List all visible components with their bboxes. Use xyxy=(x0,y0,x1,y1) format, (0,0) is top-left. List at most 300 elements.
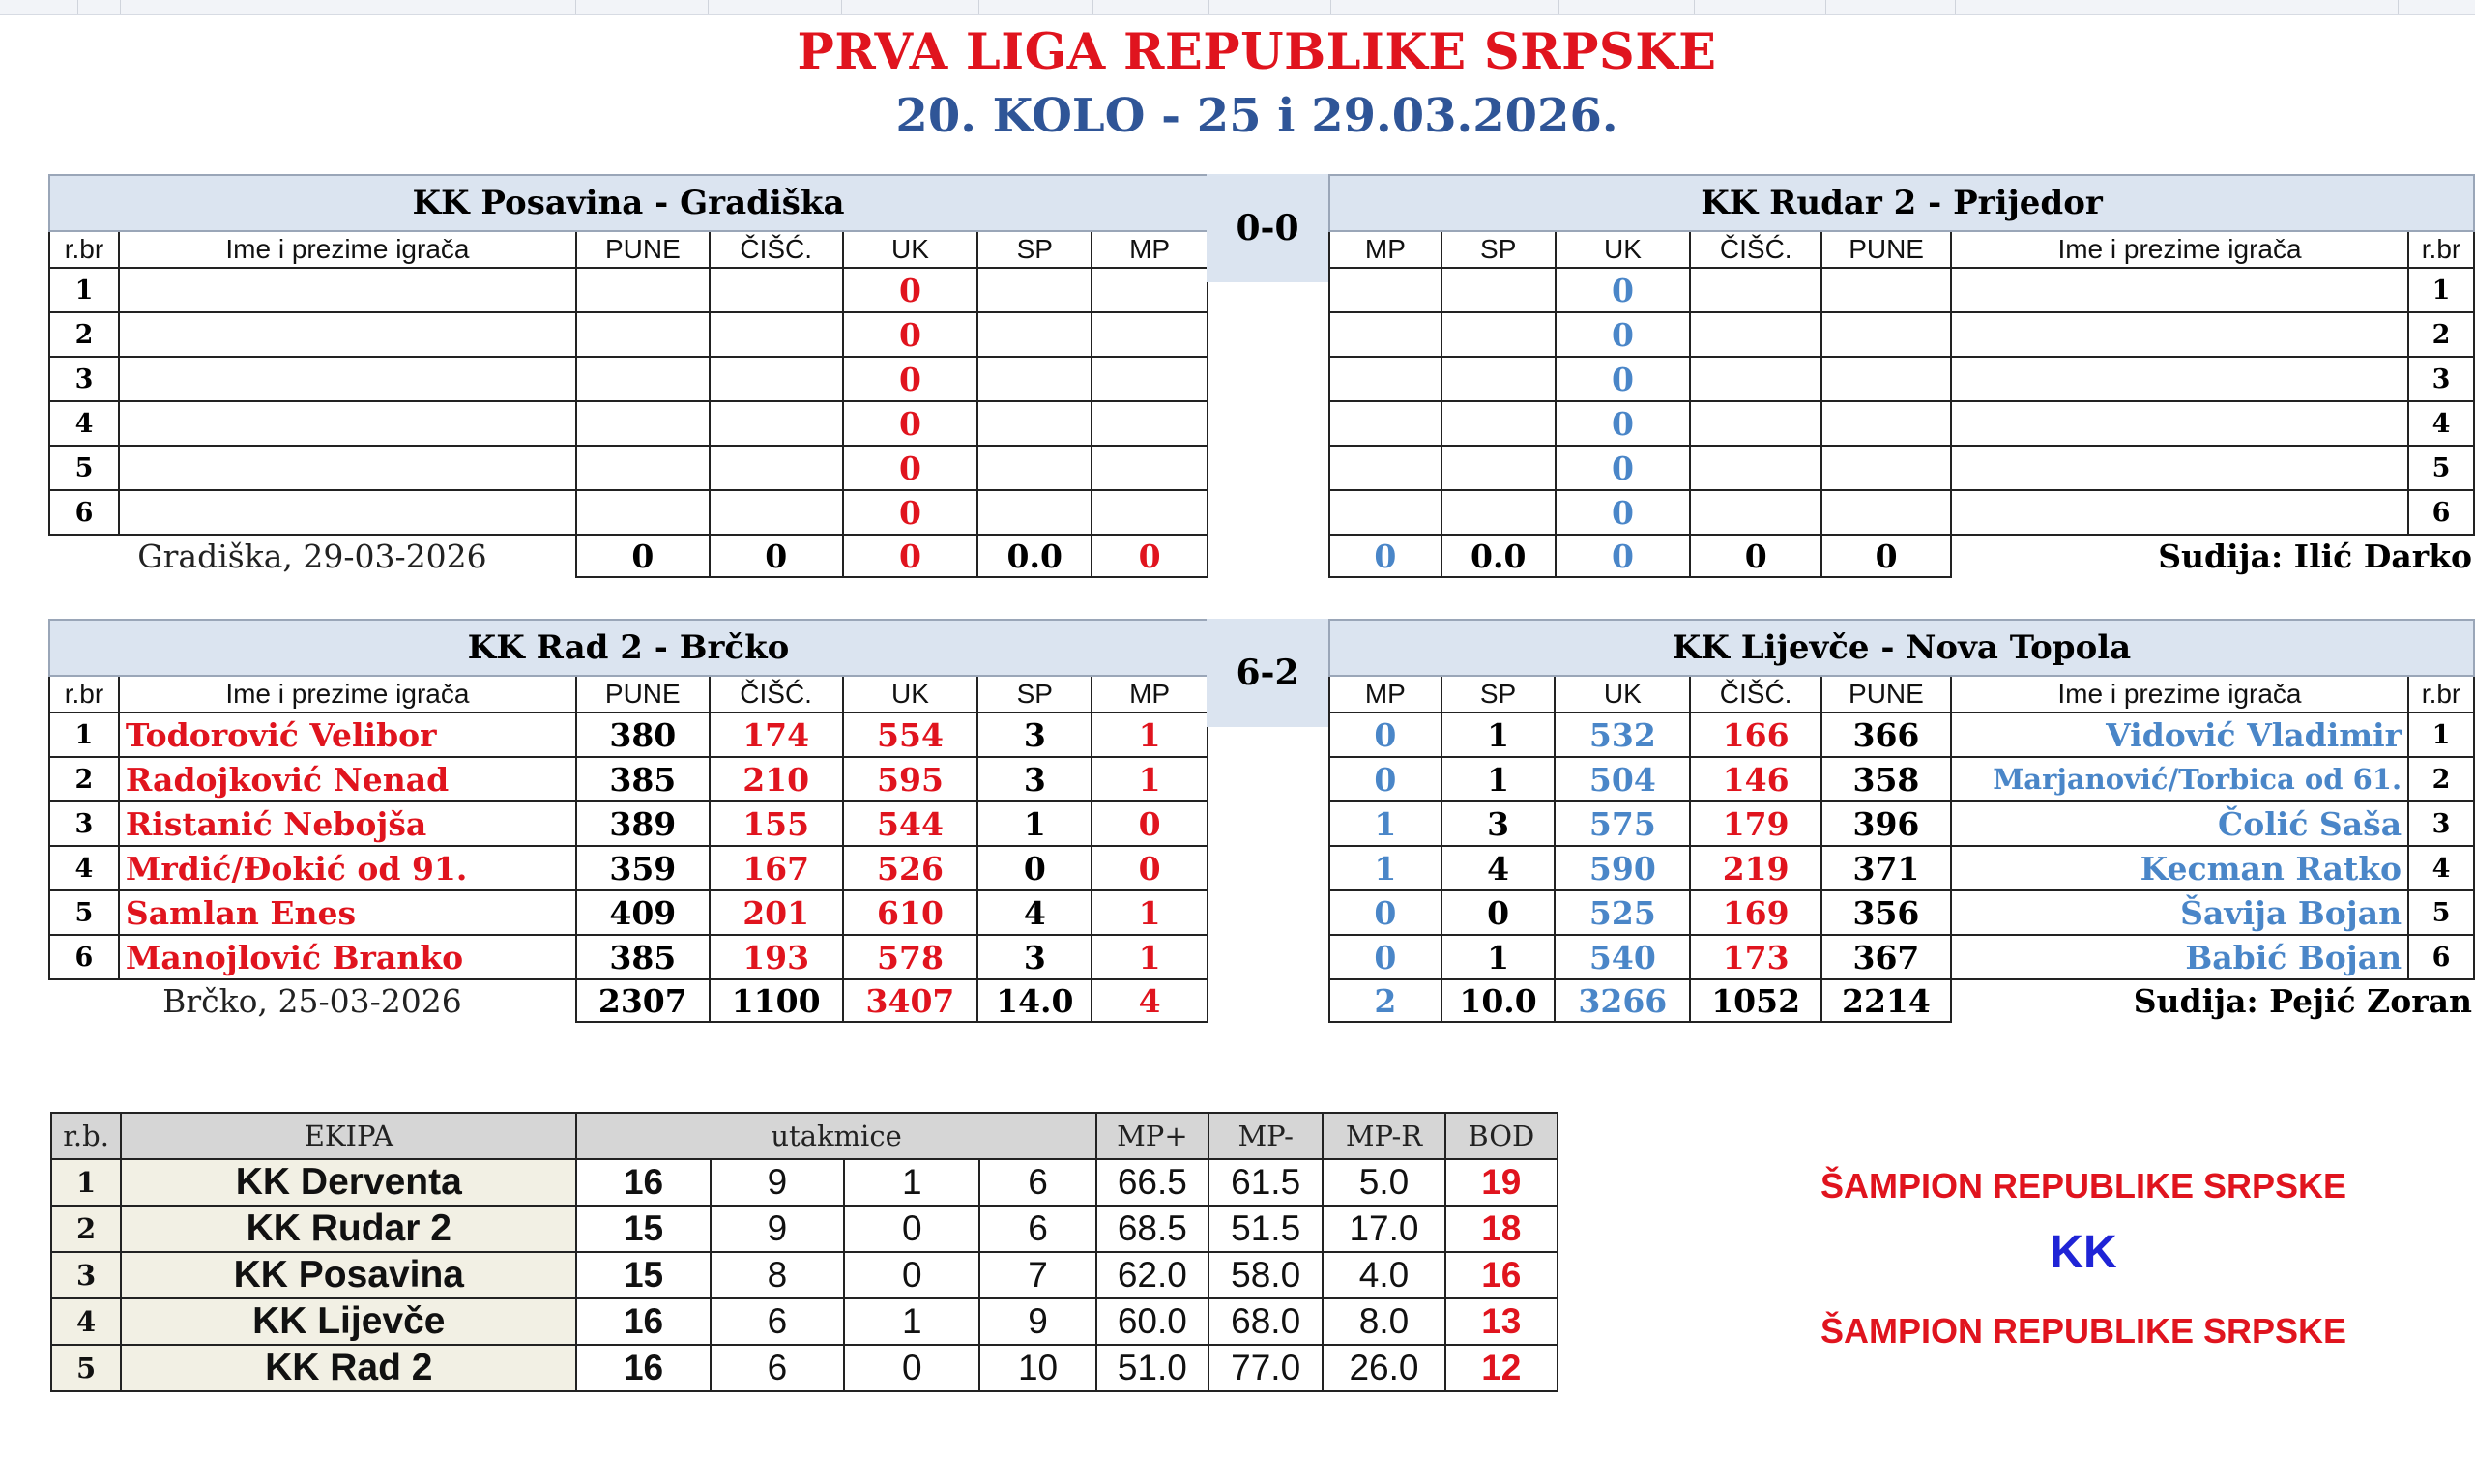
cisc-cell: 193 xyxy=(710,935,843,979)
mp-r: 8.0 xyxy=(1323,1298,1444,1345)
pune-cell: 359 xyxy=(576,846,710,890)
col-cisc: ČIŠĆ. xyxy=(1690,231,1821,268)
uk-cell: 0 xyxy=(843,268,978,312)
uk-cell: 0 xyxy=(843,401,978,446)
col-uk: UK xyxy=(843,676,978,713)
cisc-cell xyxy=(1690,401,1821,446)
sp-cell xyxy=(1441,490,1556,535)
mp-cell: 1 xyxy=(1329,801,1441,846)
player-name xyxy=(119,312,576,357)
rbr-cell: 4 xyxy=(2408,846,2474,890)
sp-cell xyxy=(1441,401,1556,446)
player-name: Marjanović/Torbica od 61. xyxy=(1951,757,2408,801)
uk-cell: 0 xyxy=(1556,268,1691,312)
player-name xyxy=(1951,357,2408,401)
total-uk: 0 xyxy=(843,535,978,577)
player-name: Vidović Vladimir xyxy=(1951,713,2408,757)
pune-cell: 367 xyxy=(1821,935,1951,979)
cisc-cell xyxy=(1690,268,1821,312)
mp-plus: 51.0 xyxy=(1096,1345,1208,1391)
rbr-cell: 1 xyxy=(49,268,119,312)
uk-cell: 0 xyxy=(1556,357,1691,401)
cisc-cell xyxy=(710,401,843,446)
total-pune: 0 xyxy=(576,535,710,577)
table-row xyxy=(49,401,1208,446)
match1-score: 0-0 xyxy=(1207,174,1328,282)
table-row xyxy=(1329,401,2474,446)
pune-cell xyxy=(1821,446,1951,490)
uk-cell: 554 xyxy=(843,713,978,757)
player-name xyxy=(1951,312,2408,357)
total-sp: 14.0 xyxy=(977,979,1092,1022)
total-sp: 0.0 xyxy=(1441,535,1556,577)
pune-cell: 385 xyxy=(576,935,710,979)
match2-home-table xyxy=(48,619,1208,1023)
pune-cell xyxy=(1821,268,1951,312)
player-name: Babić Bojan xyxy=(1951,935,2408,979)
uk-cell: 0 xyxy=(1556,401,1691,446)
standings-table xyxy=(50,1112,1558,1392)
mp-cell xyxy=(1329,268,1441,312)
rbr-cell: 6 xyxy=(2408,935,2474,979)
wins: 6 xyxy=(711,1298,844,1345)
cisc-cell: 166 xyxy=(1690,713,1821,757)
draws: 0 xyxy=(844,1252,979,1298)
pune-cell: 356 xyxy=(1821,890,1951,935)
col-name: Ime i prezime igrača xyxy=(1951,676,2408,713)
mp-cell: 1 xyxy=(1329,846,1441,890)
match2-home-team: KK Rad 2 - Brčko xyxy=(49,620,1208,676)
wins: 8 xyxy=(711,1252,844,1298)
sp-cell xyxy=(977,490,1092,535)
cisc-cell xyxy=(710,357,843,401)
sp-cell xyxy=(977,312,1092,357)
sp-cell: 1 xyxy=(1441,935,1556,979)
col-sp: SP xyxy=(1441,676,1556,713)
rbr-cell: 5 xyxy=(2408,446,2474,490)
sp-cell: 3 xyxy=(1441,801,1556,846)
uk-cell: 590 xyxy=(1555,846,1690,890)
rbr-cell: 3 xyxy=(49,801,119,846)
mp-cell xyxy=(1092,357,1208,401)
cisc-cell: 169 xyxy=(1690,890,1821,935)
total-sp: 0.0 xyxy=(977,535,1092,577)
mp-cell: 0 xyxy=(1092,801,1208,846)
rbr-cell: 6 xyxy=(49,935,119,979)
pune-cell xyxy=(576,312,710,357)
rbr-cell: 6 xyxy=(49,490,119,535)
total-cisc: 1052 xyxy=(1690,979,1821,1022)
mp-minus: 77.0 xyxy=(1208,1345,1323,1391)
rbr-cell: 5 xyxy=(49,446,119,490)
rbr-cell: 6 xyxy=(2408,490,2474,535)
mp-cell xyxy=(1329,357,1441,401)
uk-cell: 532 xyxy=(1555,713,1690,757)
player-name: Kecman Ratko xyxy=(1951,846,2408,890)
cisc-cell xyxy=(710,490,843,535)
uk-cell: 575 xyxy=(1555,801,1690,846)
rbr-cell: 5 xyxy=(2408,890,2474,935)
pune-cell xyxy=(1821,490,1951,535)
rank: 4 xyxy=(51,1298,121,1345)
sp-cell: 4 xyxy=(977,890,1092,935)
team-name: KK Lijevče xyxy=(121,1298,576,1345)
table-row xyxy=(1329,357,2474,401)
match1-away-table xyxy=(1328,174,2475,578)
cisc-cell xyxy=(1690,446,1821,490)
player-name xyxy=(119,357,576,401)
rank: 2 xyxy=(51,1206,121,1252)
mp-cell xyxy=(1092,268,1208,312)
spreadsheet-top-strip xyxy=(0,0,2475,15)
sp-cell xyxy=(1441,446,1556,490)
col-rbr: r.br xyxy=(49,676,119,713)
draws: 0 xyxy=(844,1345,979,1391)
col-pune: PUNE xyxy=(1821,231,1951,268)
pune-cell: 366 xyxy=(1821,713,1951,757)
sp-cell: 3 xyxy=(977,935,1092,979)
table-row xyxy=(49,846,1208,890)
mp-minus: 61.5 xyxy=(1208,1159,1323,1206)
pune-cell: 396 xyxy=(1821,801,1951,846)
pune-cell: 389 xyxy=(576,801,710,846)
wins: 9 xyxy=(711,1206,844,1252)
table-row xyxy=(49,446,1208,490)
rbr-cell: 1 xyxy=(2408,268,2474,312)
mp-cell: 0 xyxy=(1092,846,1208,890)
sp-cell xyxy=(1441,357,1556,401)
col-sp: SP xyxy=(1441,231,1556,268)
player-name xyxy=(119,446,576,490)
mp-minus: 68.0 xyxy=(1208,1298,1323,1345)
total-uk: 3407 xyxy=(843,979,978,1022)
cisc-cell: 173 xyxy=(1690,935,1821,979)
match2-away-table xyxy=(1328,619,2475,1023)
cisc-cell: 146 xyxy=(1690,757,1821,801)
pune-cell: 358 xyxy=(1821,757,1951,801)
total-pune: 0 xyxy=(1821,535,1951,577)
mp-cell xyxy=(1092,490,1208,535)
sp-cell: 0 xyxy=(1441,890,1556,935)
sp-cell xyxy=(1441,312,1556,357)
player-name xyxy=(1951,401,2408,446)
referee: Sudija: Ilić Darko xyxy=(2158,538,2472,575)
wins: 6 xyxy=(711,1345,844,1391)
cisc-cell: 174 xyxy=(710,713,843,757)
table-row xyxy=(49,890,1208,935)
standings-row xyxy=(51,1252,1558,1298)
player-name: Todorović Velibor xyxy=(119,713,576,757)
rbr-cell: 3 xyxy=(2408,801,2474,846)
col-sp: SP xyxy=(977,231,1092,268)
losses: 6 xyxy=(979,1159,1095,1206)
rbr-cell: 3 xyxy=(2408,357,2474,401)
uk-cell: 595 xyxy=(843,757,978,801)
rbr-cell: 1 xyxy=(2408,713,2474,757)
mp-plus: 62.0 xyxy=(1096,1252,1208,1298)
table-row xyxy=(1329,801,2474,846)
uk-cell: 0 xyxy=(1556,312,1691,357)
match2-score: 6-2 xyxy=(1207,619,1328,727)
total-mp: 0 xyxy=(1329,535,1441,577)
rbr-cell: 2 xyxy=(49,312,119,357)
sp-cell xyxy=(977,401,1092,446)
mp-cell: 0 xyxy=(1329,757,1441,801)
standings-row xyxy=(51,1206,1558,1252)
table-row xyxy=(1329,935,2474,979)
pune-cell: 385 xyxy=(576,757,710,801)
sp-cell: 1 xyxy=(1441,713,1556,757)
cisc-cell: 179 xyxy=(1690,801,1821,846)
total-uk: 3266 xyxy=(1555,979,1690,1022)
player-name: Mrdić/Đokić od 91. xyxy=(119,846,576,890)
total-pune: 2307 xyxy=(576,979,710,1022)
champion-line-2: ŠAMPION REPUBLIKE SRPSKE xyxy=(1820,1311,2347,1351)
sp-cell xyxy=(977,357,1092,401)
col-sp: SP xyxy=(977,676,1092,713)
table-row xyxy=(1329,757,2474,801)
col-pune: PUNE xyxy=(576,231,710,268)
sp-cell: 1 xyxy=(1441,757,1556,801)
cisc-cell xyxy=(710,268,843,312)
mp-cell: 1 xyxy=(1092,757,1208,801)
col-cisc: ČIŠĆ. xyxy=(1690,676,1821,713)
player-name xyxy=(119,401,576,446)
pune-cell xyxy=(1821,401,1951,446)
table-row xyxy=(1329,490,2474,535)
played: 15 xyxy=(576,1206,710,1252)
played: 15 xyxy=(576,1252,710,1298)
rbr-cell: 4 xyxy=(2408,401,2474,446)
mp-r: 4.0 xyxy=(1323,1252,1444,1298)
mp-plus: 66.5 xyxy=(1096,1159,1208,1206)
draws: 0 xyxy=(844,1206,979,1252)
col-pune: PUNE xyxy=(576,676,710,713)
mp-cell xyxy=(1329,312,1441,357)
table-row xyxy=(1329,268,2474,312)
cisc-cell xyxy=(1690,312,1821,357)
mp-cell: 1 xyxy=(1092,935,1208,979)
table-row xyxy=(49,757,1208,801)
table-row xyxy=(1329,713,2474,757)
pune-cell xyxy=(576,446,710,490)
sp-cell xyxy=(977,446,1092,490)
mp-cell xyxy=(1092,312,1208,357)
uk-cell: 526 xyxy=(843,846,978,890)
losses: 10 xyxy=(979,1345,1095,1391)
sp-cell xyxy=(977,268,1092,312)
mp-minus: 51.5 xyxy=(1208,1206,1323,1252)
rank: 3 xyxy=(51,1252,121,1298)
mp-cell: 0 xyxy=(1329,890,1441,935)
draws: 1 xyxy=(844,1298,979,1345)
col-mp: MP xyxy=(1092,231,1208,268)
points: 19 xyxy=(1445,1159,1558,1206)
team-name: KK Derventa xyxy=(121,1159,576,1206)
col-mp-plus: MP+ xyxy=(1096,1113,1208,1159)
table-row xyxy=(49,268,1208,312)
mp-cell: 1 xyxy=(1092,713,1208,757)
col-name: Ime i prezime igrača xyxy=(1951,231,2408,268)
match1-home-table xyxy=(48,174,1208,578)
rbr-cell: 4 xyxy=(49,846,119,890)
page-subtitle: 20. KOLO - 25 i 29.03.2026. xyxy=(895,89,1618,143)
mp-plus: 60.0 xyxy=(1096,1298,1208,1345)
col-rb: r.b. xyxy=(51,1113,121,1159)
player-name: Manojlović Branko xyxy=(119,935,576,979)
table-row xyxy=(1329,890,2474,935)
mp-cell xyxy=(1092,446,1208,490)
mp-cell: 1 xyxy=(1092,890,1208,935)
mp-r: 26.0 xyxy=(1323,1345,1444,1391)
rank: 5 xyxy=(51,1345,121,1391)
col-bod: BOD xyxy=(1445,1113,1558,1159)
place-date: Gradiška, 29-03-2026 xyxy=(137,538,487,575)
total-cisc: 0 xyxy=(710,535,843,577)
table-row xyxy=(49,713,1208,757)
cisc-cell xyxy=(1690,357,1821,401)
table-row xyxy=(1329,312,2474,357)
mp-plus: 68.5 xyxy=(1096,1206,1208,1252)
mp-r: 5.0 xyxy=(1323,1159,1444,1206)
rbr-cell: 5 xyxy=(49,890,119,935)
referee: Sudija: Pejić Zoran xyxy=(2133,982,2472,1020)
mp-cell xyxy=(1329,401,1441,446)
mp-cell xyxy=(1329,446,1441,490)
uk-cell: 0 xyxy=(843,446,978,490)
col-pune: PUNE xyxy=(1821,676,1951,713)
match2-away-team: KK Lijevče - Nova Topola xyxy=(1329,620,2474,676)
rbr-cell: 2 xyxy=(2408,757,2474,801)
sp-cell: 3 xyxy=(977,757,1092,801)
col-mp: MP xyxy=(1329,231,1441,268)
col-mp: MP xyxy=(1329,676,1441,713)
cisc-cell: 201 xyxy=(710,890,843,935)
player-name: Radojković Nenad xyxy=(119,757,576,801)
uk-cell: 610 xyxy=(843,890,978,935)
cisc-cell xyxy=(710,312,843,357)
uk-cell: 578 xyxy=(843,935,978,979)
rbr-cell: 2 xyxy=(49,757,119,801)
played: 16 xyxy=(576,1298,710,1345)
total-cisc: 0 xyxy=(1690,535,1821,577)
uk-cell: 0 xyxy=(1556,490,1691,535)
total-cisc: 1100 xyxy=(710,979,843,1022)
mp-cell: 0 xyxy=(1329,935,1441,979)
points: 12 xyxy=(1445,1345,1558,1391)
uk-cell: 0 xyxy=(843,490,978,535)
sp-cell xyxy=(1441,268,1556,312)
standings-row xyxy=(51,1159,1558,1206)
total-pune: 2214 xyxy=(1821,979,1951,1022)
uk-cell: 0 xyxy=(843,357,978,401)
pune-cell: 380 xyxy=(576,713,710,757)
match1-home-team: KK Posavina - Gradiška xyxy=(49,175,1208,231)
pune-cell xyxy=(1821,357,1951,401)
pune-cell xyxy=(576,357,710,401)
page-title: PRVA LIGA REPUBLIKE SRPSKE xyxy=(797,23,1717,81)
col-uk: UK xyxy=(1556,231,1691,268)
team-name: KK Rudar 2 xyxy=(121,1206,576,1252)
col-name: Ime i prezime igrača xyxy=(119,231,576,268)
draws: 1 xyxy=(844,1159,979,1206)
col-mp-minus: MP- xyxy=(1208,1113,1323,1159)
col-cisc: ČIŠĆ. xyxy=(710,676,843,713)
sp-cell: 0 xyxy=(977,846,1092,890)
player-name xyxy=(119,490,576,535)
losses: 6 xyxy=(979,1206,1095,1252)
standings-row xyxy=(51,1345,1558,1391)
cisc-cell xyxy=(710,446,843,490)
table-row xyxy=(49,935,1208,979)
table-row xyxy=(49,357,1208,401)
played: 16 xyxy=(576,1159,710,1206)
uk-cell: 544 xyxy=(843,801,978,846)
col-rbr: r.br xyxy=(2408,231,2474,268)
mp-minus: 58.0 xyxy=(1208,1252,1323,1298)
table-row xyxy=(49,490,1208,535)
sp-cell: 4 xyxy=(1441,846,1556,890)
table-row xyxy=(49,801,1208,846)
played: 16 xyxy=(576,1345,710,1391)
col-uk: UK xyxy=(1555,676,1690,713)
pune-cell xyxy=(576,490,710,535)
team-name: KK Rad 2 xyxy=(121,1345,576,1391)
col-uk: UK xyxy=(843,231,978,268)
pune-cell xyxy=(1821,312,1951,357)
total-mp: 4 xyxy=(1092,979,1208,1022)
mp-r: 17.0 xyxy=(1323,1206,1444,1252)
rbr-cell: 2 xyxy=(2408,312,2474,357)
cisc-cell: 167 xyxy=(710,846,843,890)
pune-cell xyxy=(576,401,710,446)
mp-cell xyxy=(1329,490,1441,535)
wins: 9 xyxy=(711,1159,844,1206)
cisc-cell: 210 xyxy=(710,757,843,801)
team-name: KK Posavina xyxy=(121,1252,576,1298)
col-mp-r: MP-R xyxy=(1323,1113,1444,1159)
col-mp: MP xyxy=(1092,676,1208,713)
col-games: utakmice xyxy=(576,1113,1095,1159)
match1-away-team: KK Rudar 2 - Prijedor xyxy=(1329,175,2474,231)
total-mp: 2 xyxy=(1329,979,1441,1022)
mp-cell xyxy=(1092,401,1208,446)
cisc-cell: 219 xyxy=(1690,846,1821,890)
standings-row xyxy=(51,1298,1558,1345)
col-rbr: r.br xyxy=(2408,676,2474,713)
cisc-cell: 155 xyxy=(710,801,843,846)
losses: 9 xyxy=(979,1298,1095,1345)
player-name: Ristanić Nebojša xyxy=(119,801,576,846)
col-cisc: ČIŠĆ. xyxy=(710,231,843,268)
sp-cell: 3 xyxy=(977,713,1092,757)
rbr-cell: 3 xyxy=(49,357,119,401)
player-name xyxy=(1951,490,2408,535)
rank: 1 xyxy=(51,1159,121,1206)
player-name: Šavija Bojan xyxy=(1951,890,2408,935)
player-name: Samlan Enes xyxy=(119,890,576,935)
points: 16 xyxy=(1445,1252,1558,1298)
player-name: Čolić Saša xyxy=(1951,801,2408,846)
rbr-cell: 4 xyxy=(49,401,119,446)
player-name xyxy=(119,268,576,312)
points: 13 xyxy=(1445,1298,1558,1345)
sp-cell: 1 xyxy=(977,801,1092,846)
table-row xyxy=(1329,846,2474,890)
mp-cell: 0 xyxy=(1329,713,1441,757)
rbr-cell: 1 xyxy=(49,713,119,757)
points: 18 xyxy=(1445,1206,1558,1252)
